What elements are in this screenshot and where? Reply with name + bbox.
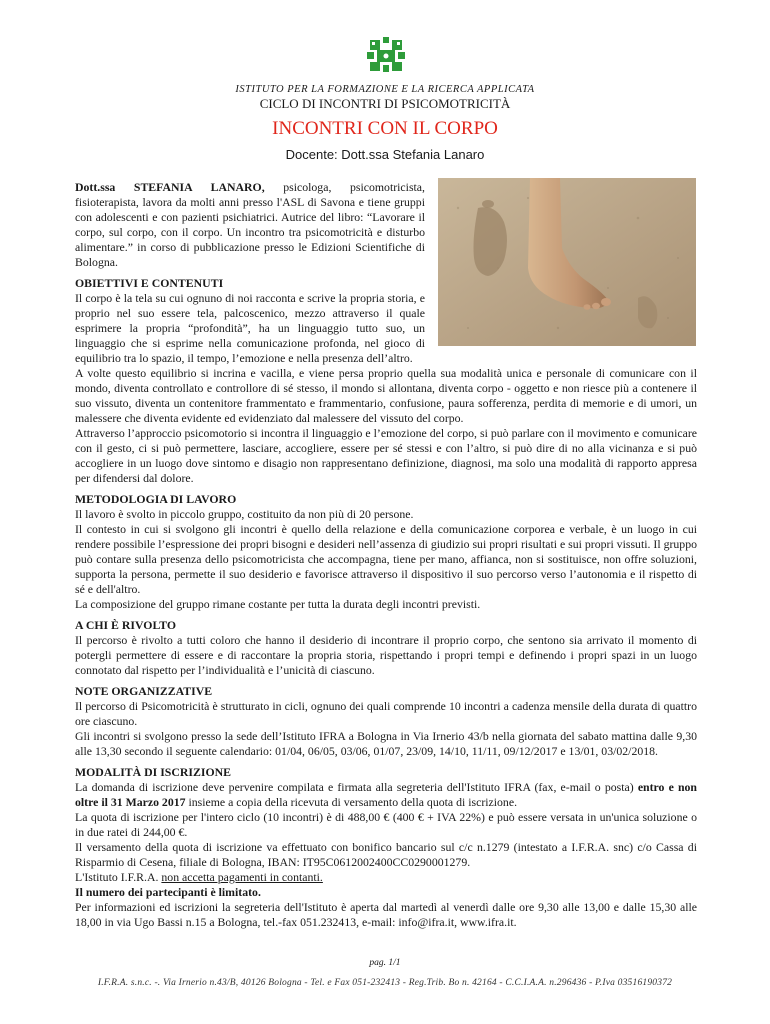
section-heading-obiettivi: OBIETTIVI E CONTENUTI <box>75 276 224 290</box>
metodologia-paragraph-3: La composizione del gruppo rimane costante per tutta la durata degli incontri previsti. <box>75 597 481 611</box>
iscrizione-paragraph-5: Il numero dei partecipanti è limitato. <box>75 885 261 899</box>
metodologia-paragraph-1: Il lavoro è svolto in piccolo gruppo, costituito da non più di 20 persone. <box>75 507 414 521</box>
iscrizione-deadline: entro e non oltre il 31 Marzo 2017 <box>75 780 697 809</box>
obiettivi-paragraph-2: A volte questo equilibrio si incrina e vacilla, e viene persa proprio quella sua modalità unica e personale di comunicare con il mondo, diventa controllato e controllore di sé stesso, il mondo si allontana, diventa corpo - oggetto e non riesce più a contenere il suo vissuto, diventa un contenitore frammentato e frammentario, confusione, paura sofferenza, perdita di memorie e di umori, un malessere che diventa evidente ed evidenziato dal malessere del vissuto del corpo. <box>75 366 697 425</box>
ifra-logo-icon <box>366 36 406 74</box>
teacher-line: Docente: Dott.ssa Stefania Lanaro <box>285 147 485 162</box>
author-bio-text: psicologa, psicomotricista, fisioterapista, lavora da molti anni presso l'ASL di Savona e tiene gruppi con adolescenti e con pazienti psichiatrici. Autrice del libro: “Lavorare il corpo, sul corpo, con il corpo. Un incontro tra psicomotricità e disturbo alimentare.” in corso di pubblicazione presso le Edizioni Scientifiche di Bologna. <box>75 180 425 269</box>
section-heading-iscrizione: MODALITÀ DI ISCRIZIONE <box>75 765 232 779</box>
iscrizione-paragraph-4 <box>75 870 697 885</box>
author-name: Dott.ssa STEFANIA LANARO, <box>75 180 265 194</box>
note-paragraph-2: Gli incontri si svolgono presso la sede dell’Istituto IFRA a Bologna in Via Irnerio 43/b nella giornata del sabato mattina dalle 9,30 alle 13,30 secondo il seguente calendario: 01/04, 06/05, 03/06, 01/07, 23/09, 14/10, 11/11, 09/12/2017 e 13/01, 03/02/2018. <box>75 729 697 758</box>
iscrizione-paragraph-1 <box>75 780 697 810</box>
series-title: CICLO DI INCONTRI DI PSICOMOTRICITÀ <box>259 96 511 111</box>
iscrizione-paragraph-3: Il versamento della quota di iscrizione va effettuato con bonifico bancario sul c/c n.1279 (intestato a I.F.R.A. snc) c/o Cassa di Risparmio di Cesena, filiale di Bologna, IBAN: IT95C0612002400CC0290001279. <box>75 840 697 869</box>
iscrizione-paragraph-6: Per informazioni ed iscrizioni la segreteria dell'Istituto è aperta dal martedì al venerdì dalle ore 9,30 alle 13,00 e dalle 15,30 alle 18,00 in via Ugo Bassi n.15 a Bologna, tel.-fax 051.232413, e-mail: info@ifra.it, www.ifra.it. <box>75 900 697 929</box>
page-title: INCONTRI CON IL CORPO <box>272 118 498 139</box>
institute-name: ISTITUTO PER LA FORMAZIONE E LA RICERCA APPLICATA <box>235 84 535 95</box>
obiettivi-paragraph-3: Attraverso l’approccio psicomotorio si incontra il linguaggio e l’emozione del corpo, si può parlare con il movimento e comunicare con il gesto, ci si può permettere, lasciare, accogliere, essere per sé stessi e con l’altro, si può dire di no alla vicinanza e si può accogliere in un luogo dove sintomo e disagio non rappresentano definizione, diagnosi, ma solo una modalità di rapporto appresa per difendersi dal dolore. <box>75 426 697 485</box>
section-heading-metodologia: METODOLOGIA DI LAVORO <box>75 492 237 506</box>
document-body <box>75 180 697 930</box>
iscrizione-p4-start: L'Istituto I.F.R.A. <box>75 870 162 884</box>
section-heading-rivolto: A CHI È RIVOLTO <box>75 618 177 632</box>
footer-address: I.F.R.A. s.n.c. -. Via Irnerio n.43/B, 40126 Bologna - Tel. e Fax 051-232413 - Reg.Trib. Bo n. 42164 - C.C.I.A.A. n.296436 - P.Iva 03516190372 <box>97 978 673 988</box>
no-cash-notice: non accetta pagamenti in contanti. <box>161 870 323 884</box>
metodologia-paragraph-2: Il contesto in cui si svolgono gli incontri è quello della relazione e della comunicazione corporea e verbale, è un luogo in cui rendere possibile l’espressione dei propri bisogni e desideri nell’assenza di giudizio sui propri risultati e sui propri vissuti. Il gruppo può contare sulla presenza dello psicomotricista che accompagna, tiene per mano, affianca, non si sostituisce, non offre soluzioni, supporta la persona, permette il suo desiderio e favorisce attraverso il dispositivo il suo percorso verso l’autonomia e il rispetto di sé e dell'altro. <box>75 522 697 596</box>
page-number: pag. 1/1 <box>369 958 401 968</box>
iscrizione-paragraph-2: La quota di iscrizione per l'intero ciclo (10 incontri) è di 488,00 € (400 € + IVA 22%) e può essere versata in un'unica soluzione o in due ratei di 244,00 €. <box>75 810 697 839</box>
author-bio <box>75 180 425 270</box>
obiettivi-paragraph-1: Il corpo è la tela su cui ognuno di noi racconta e scrive la propria storia, e proprio nel suo essere tela, palcoscenico, mezzo attraverso il quale esprimere la propria “profondità”, ha un linguaggio tutto suo, un linguaggio che si esprime nella comunicazione profonda, nel gioco di equilibrio tra lo spazio, il tempo, l’emozione e nella presenza dell’altro. <box>75 291 425 365</box>
note-paragraph-1: Il percorso di Psicomotricità è strutturato in cicli, ognuno dei quali comprende 10 incontri a cadenza mensile della durata di quattro ore ciascuno. <box>75 699 697 728</box>
rivolto-paragraph-1: Il percorso è rivolto a tutti coloro che hanno il desiderio di incontrare il proprio corpo, che sentono sia arrivato il momento di potergli permettere di essere e di raccontare la propria storia, rispettando i propri tempi e definendo i propri spazi in un luogo connotato dal rispetto per l’individualità e l’unicità di ciascuno. <box>75 633 697 677</box>
section-heading-note: NOTE ORGANIZZATIVE <box>75 684 213 698</box>
iscrizione-p1-end: insieme a copia della ricevuta di versamento della quota di iscrizione. <box>185 795 518 809</box>
iscrizione-p1-start: La domanda di iscrizione deve pervenire compilata e firmata alla segreteria dell'Istituto IFRA (fax, e-mail o posta) <box>75 780 638 794</box>
